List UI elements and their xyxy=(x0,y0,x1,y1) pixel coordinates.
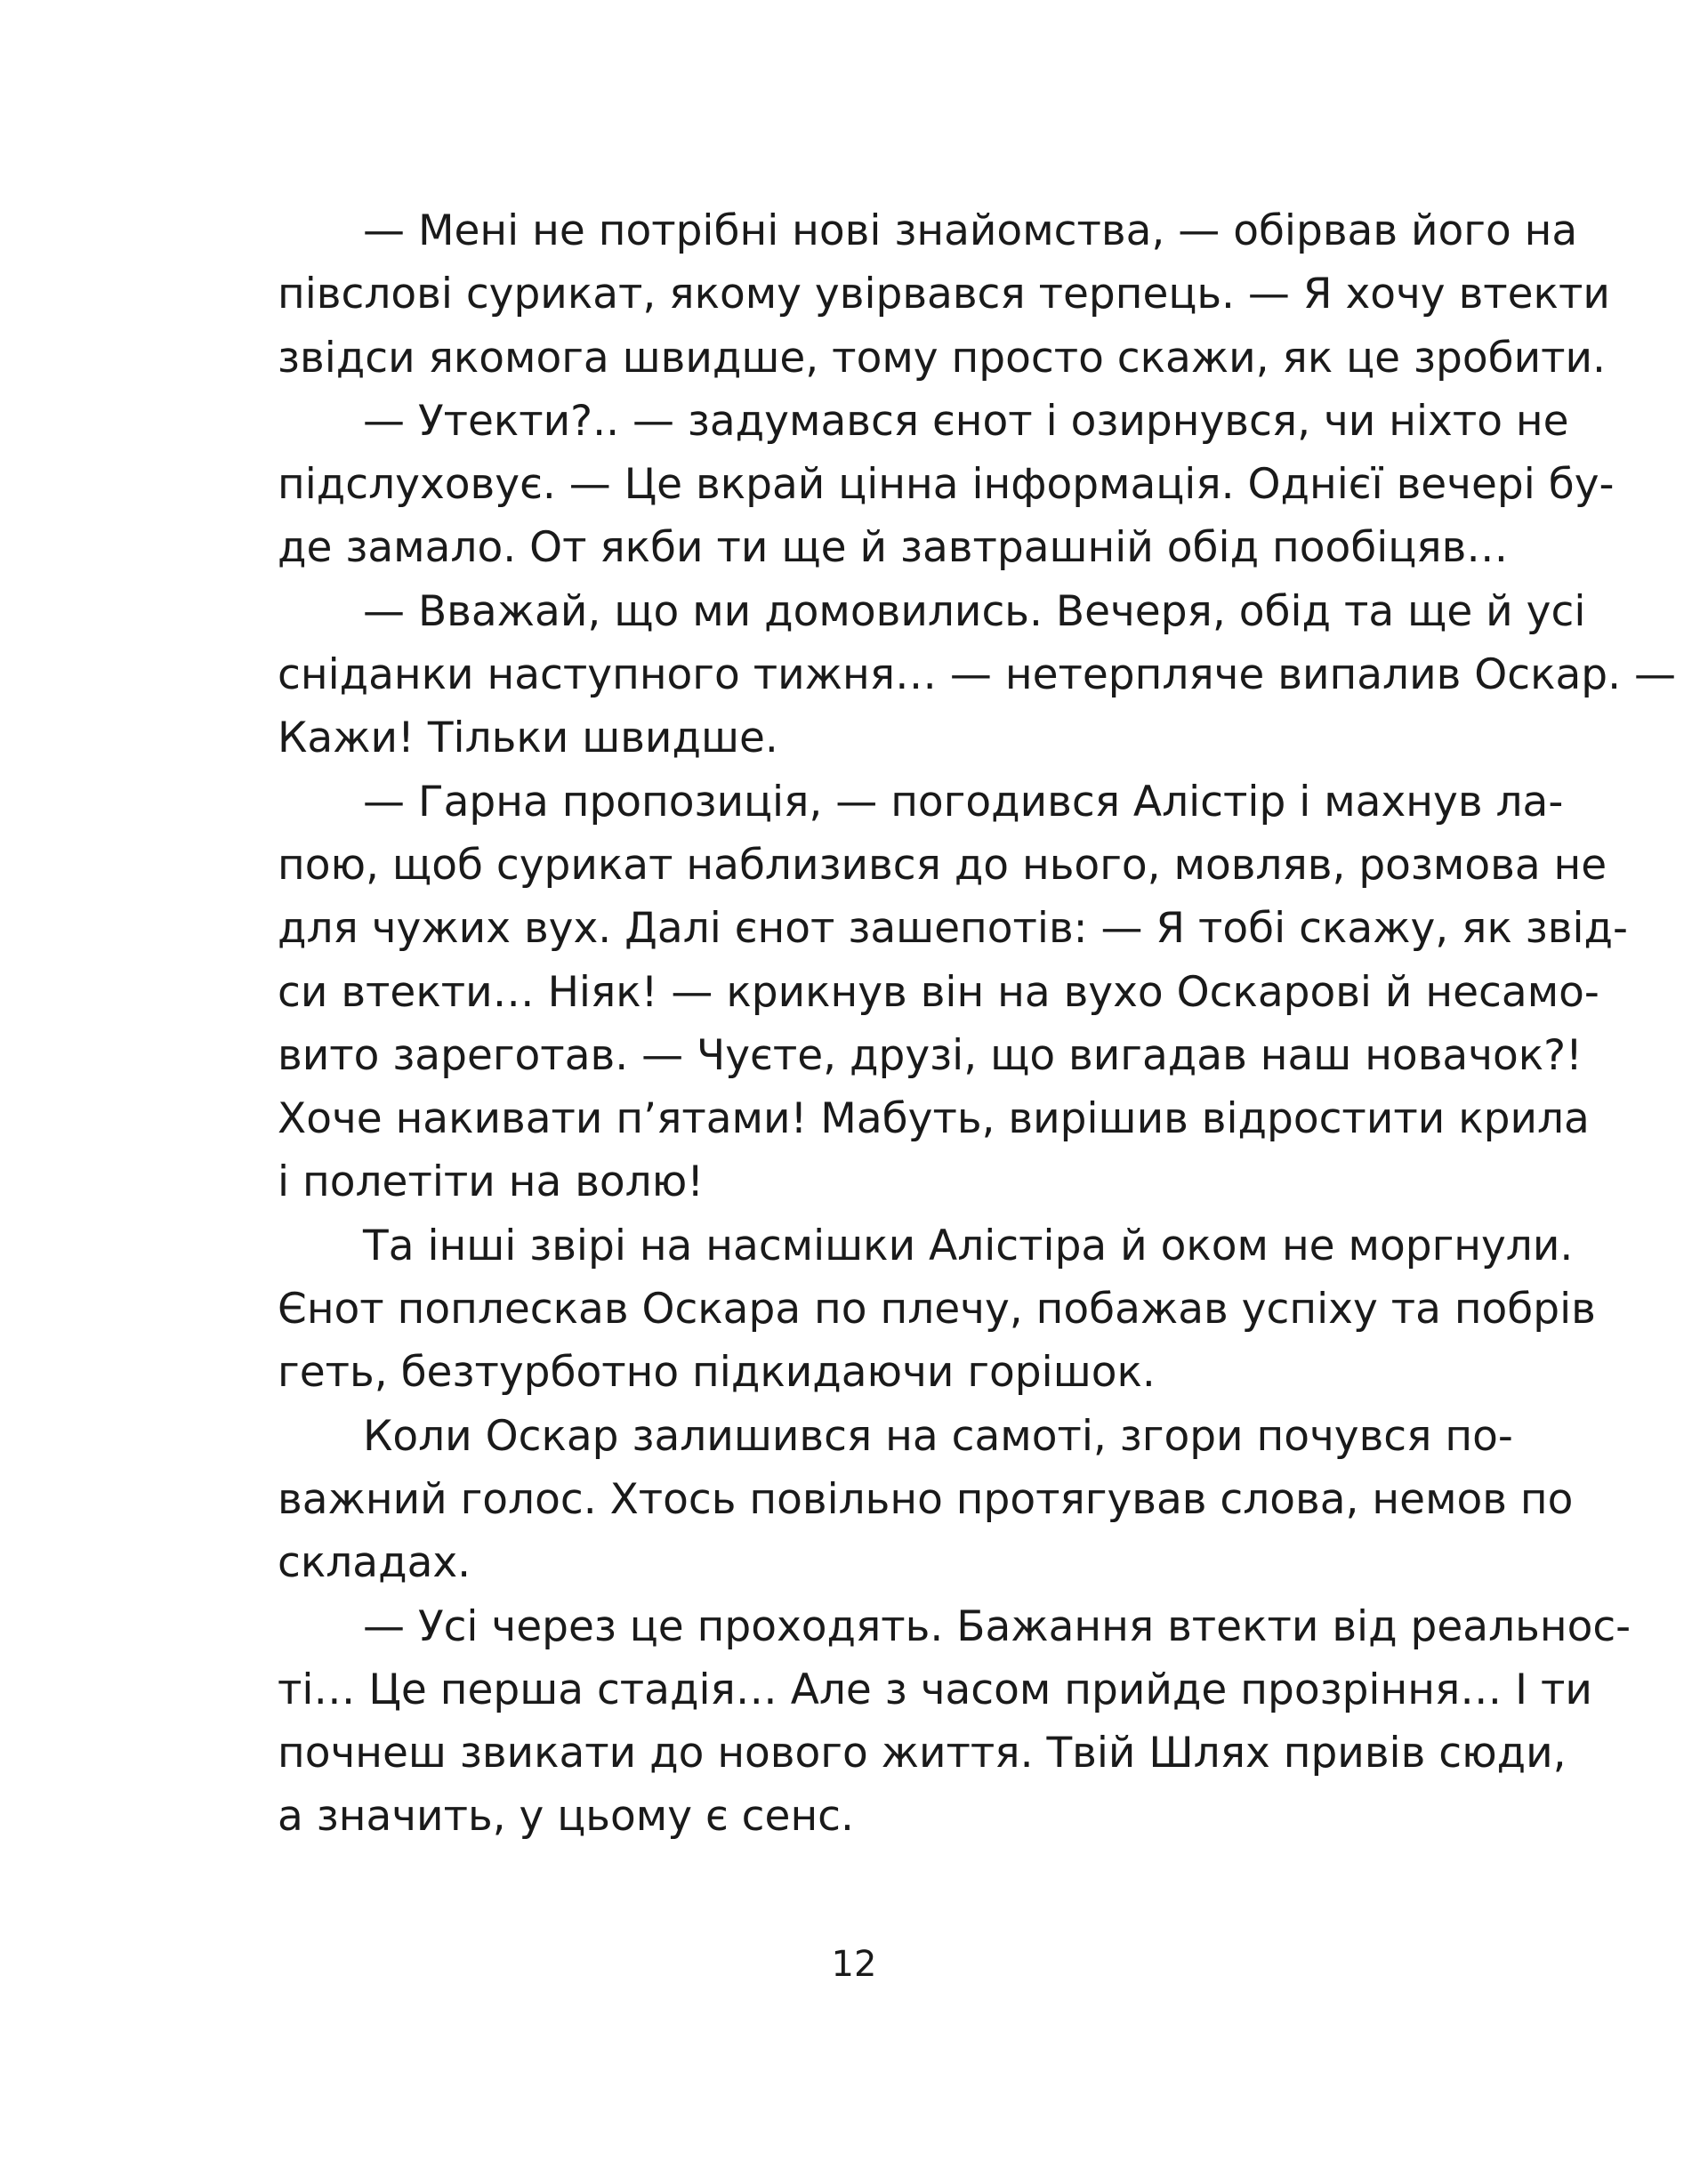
text-line: ті… Це перша стадія… Але з часом прийде прозріння… І ти xyxy=(278,1665,1592,1714)
paragraph xyxy=(278,1214,1596,1405)
text-line: — Мені не потрібні нові знайомства, — обірвав його на xyxy=(363,206,1578,255)
text-line: почнеш звикати до нового життя. Твій Шлях привів сюди, xyxy=(278,1729,1567,1778)
paragraph xyxy=(278,1405,1574,1595)
text-line: Хоче накивати п’ятами! Мабуть, вирішив відростити крила xyxy=(278,1094,1590,1144)
text-line: звідси якомога швидше, тому просто скажи, як це зробити. xyxy=(278,333,1606,383)
page-number: 12 xyxy=(831,1944,877,1985)
paragraph xyxy=(278,770,1628,1214)
text-line: си втекти… Ніяк! — крикнув він на вухо Оскарові й несамо- xyxy=(278,967,1599,1017)
text-line: підслуховує. — Це вкрай цінна інформація. Однієї вечері бу- xyxy=(278,460,1615,510)
text-line: вито зареготав. — Чуєте, друзі, що вигадав наш новачок?! xyxy=(278,1030,1583,1080)
text-line: Кажи! Тільки швидше. xyxy=(278,714,778,763)
text-line: — Вважай, що ми домовились. Вечеря, обід та ще й усі xyxy=(363,586,1586,636)
paragraph xyxy=(278,1595,1631,1849)
text-line: Та інші звірі на насмішки Алістіра й оком не моргнули. xyxy=(363,1221,1574,1270)
text-line: півслові сурикат, якому увірвався терпець. — Я хочу втекти xyxy=(278,270,1610,319)
text-line: Єнот поплескав Оскара по плечу, побажав успіху та побрів xyxy=(278,1285,1596,1334)
text-line: сніданки наступного тижня… — нетерпляче випалив Оскар. — xyxy=(278,650,1677,700)
body-text xyxy=(278,199,1677,1849)
text-line: Коли Оскар залишився на самоті, згори почувся по- xyxy=(363,1411,1513,1461)
text-line: для чужих вух. Далі єнот зашепотів: — Я тобі скажу, як звід- xyxy=(278,904,1628,954)
text-line: складах. xyxy=(278,1538,471,1588)
text-line: пою, щоб сурикат наблизився до нього, мовляв, розмова не xyxy=(278,840,1607,890)
text-line: важний голос. Хтось повільно протягував слова, немов по xyxy=(278,1474,1574,1524)
paragraph xyxy=(278,199,1610,390)
paragraph xyxy=(278,580,1677,770)
text-line: а значить, у цьому є сенс. xyxy=(278,1792,854,1842)
text-line: — Усі через це проходять. Бажання втекти від реальнос- xyxy=(363,1601,1631,1651)
paragraph xyxy=(278,390,1615,580)
text-line: — Утекти?.. — задумався єнот і озирнувся, чи ніхто не xyxy=(363,396,1569,446)
text-line: де замало. От якби ти ще й завтрашній обід пообіцяв… xyxy=(278,523,1509,573)
text-line: геть, безтурботно підкидаючи горішок. xyxy=(278,1348,1156,1398)
text-line: — Гарна пропозиція, — погодився Алістір і махнув ла- xyxy=(363,777,1564,827)
text-line: і полетіти на волю! xyxy=(278,1157,705,1207)
